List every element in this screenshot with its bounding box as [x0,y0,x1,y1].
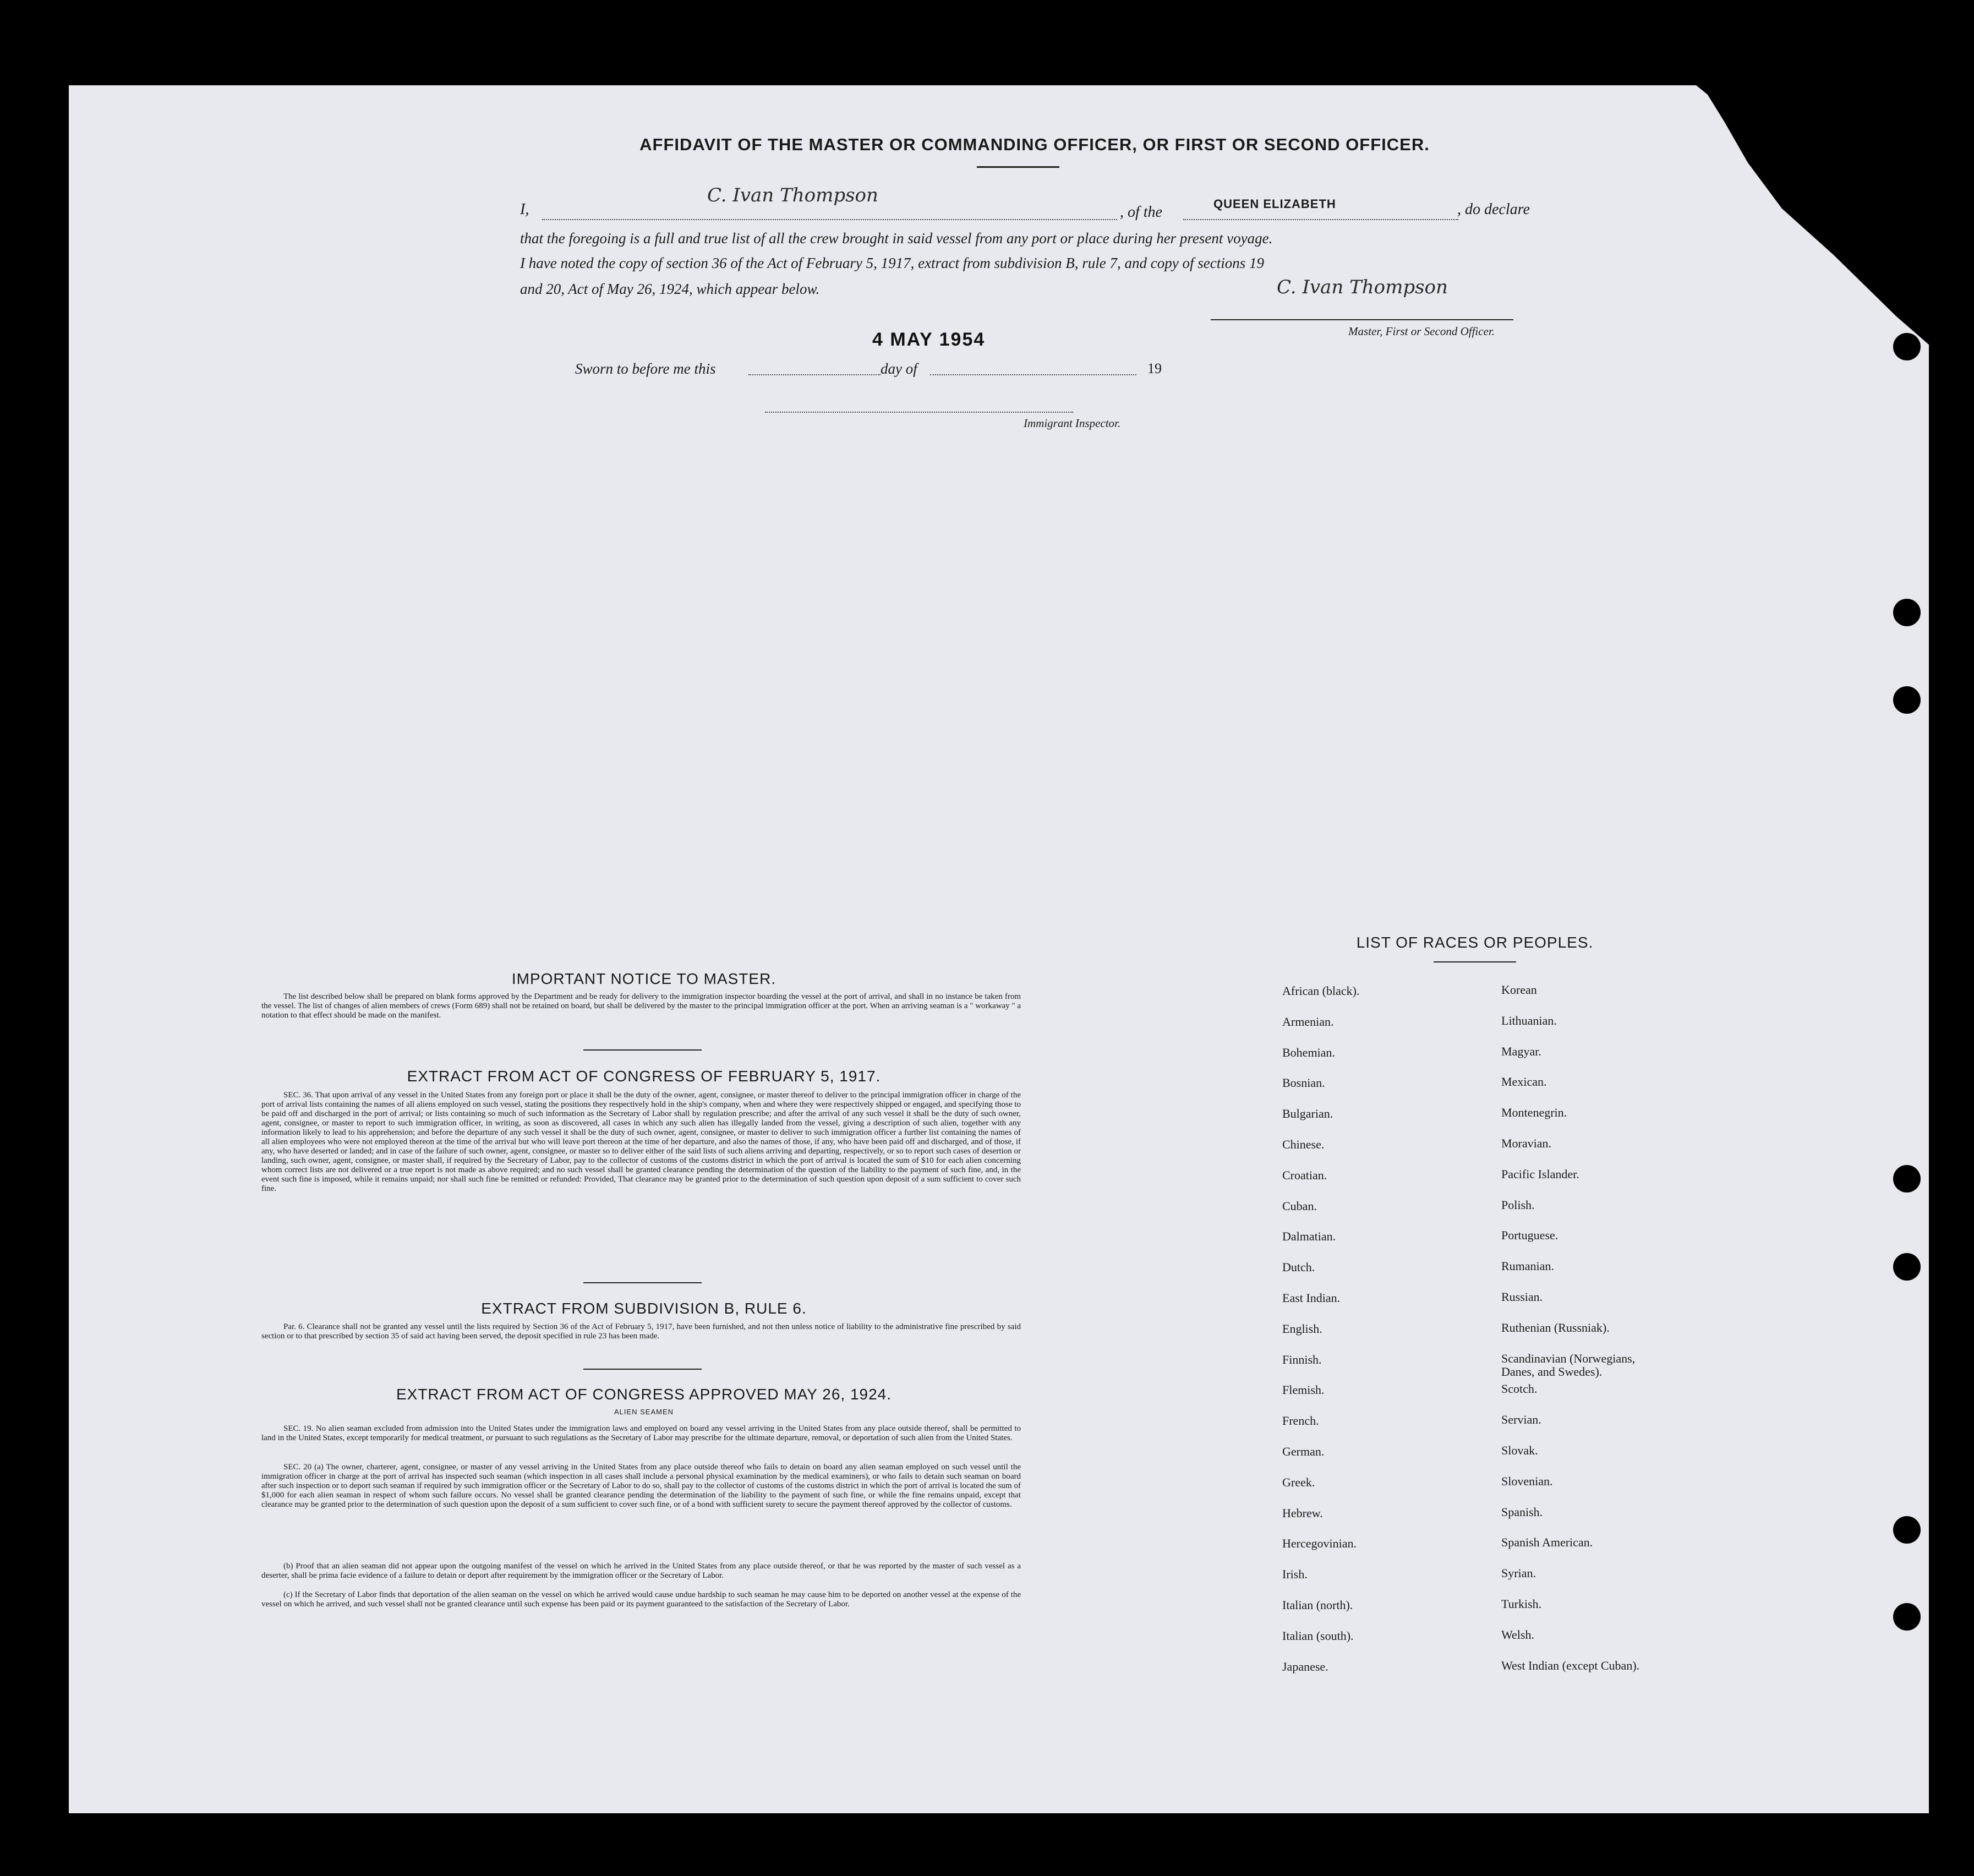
sworn-month-line [930,374,1136,375]
notice-body: The list described below shall be prepared on blank forms approved by the Department and be ready for delivery to the immigration inspector boarding the vessel at the port of arrival, and shall in no instance be taken from the vessel. The list of changes of alien members of crews (Form 689) shall not be retained on board, but shall be delivered by the master to the principal immigration officer at the port. When an arriving seaman is a " workaway " a notation to that effect should be made on the manifest. [261,992,1021,1020]
punch-hole [1893,333,1921,360]
race-item: Moravian. [1501,1136,1552,1150]
race-item: Bohemian. [1282,1045,1335,1059]
vessel-line [1183,219,1458,220]
race-item: Lithuanian. [1501,1013,1557,1027]
race-item: Dalmatian. [1282,1229,1336,1244]
affidavit-line-2: that the foregoing is a full and true list of all the crew brought in said vessel from any port or place during her present voyage. [520,230,1273,247]
punch-hole [1893,686,1921,714]
extract-1924-subtitle: ALIEN SEAMEN [614,1408,674,1416]
race-item: Slovenian. [1501,1474,1553,1488]
race-item: Montenegrin. [1501,1106,1567,1120]
race-item: Finnish. [1282,1352,1322,1366]
race-item: Russian. [1501,1290,1543,1304]
date-stamp: 4 MAY 1954 [872,329,986,350]
punch-hole [1893,1253,1921,1281]
race-item: Flemish. [1282,1383,1325,1397]
title-underline [977,166,1059,168]
races-title: LIST OF RACES OR PEOPLES. [1356,934,1594,951]
i-prefix: I, [520,201,529,218]
punch-hole [1893,1165,1921,1193]
master-signature: C. Ivan Thompson [1277,276,1448,298]
race-item: Bosnian. [1282,1076,1325,1090]
sworn-day-line [748,374,881,375]
race-item: Greek. [1282,1475,1315,1489]
name-line [542,219,1117,220]
separator [583,1049,702,1051]
race-item: English. [1282,1321,1322,1336]
section-20b-body: (b) Proof that an alien seaman did not appear upon the outgoing manifest of the vessel on which he arrived in the United States from any place outside thereof, or that he was reported by the master of such vessel as a deserter, shall be prima facie evidence of a failure to detain or deport after requirement by the immigration officer or the Secretary of Labor. [261,1562,1021,1580]
officer-signature-name: C. Ivan Thompson [707,184,878,206]
race-item: Dutch. [1282,1260,1315,1275]
year-prefix: 19 [1147,360,1162,376]
inspector-line [765,412,1073,413]
race-item: Hebrew. [1282,1506,1323,1520]
race-item: Hercegovinian. [1282,1536,1357,1551]
affidavit-title: AFFIDAVIT OF THE MASTER OR COMMANDING OFFICER, OR FIRST OR SECOND OFFICER. [639,135,1430,154]
inspector-caption: Immigrant Inspector. [1024,417,1121,430]
race-item: East Indian. [1282,1291,1341,1305]
master-caption: Master, First or Second Officer. [1348,325,1495,338]
race-item: West Indian (except Cuban). [1501,1658,1640,1672]
of-the-text: , of the [1120,204,1162,221]
race-item: Turkish. [1501,1597,1542,1611]
section-20c-body: (c) If the Secretary of Labor finds that deportation of the alien seaman on the vessel on which he arrived would cause undue hardship to such seaman he may cause him to be deported on another vessel at the expense of the vessel on which he arrived, and such vessel shall not be granted clearance until such expense has been paid or its payment guaranteed to the satisfaction of the Secretary of Labor. [261,1590,1021,1609]
race-item: Scotch. [1501,1382,1538,1396]
race-item-continuation: Danes, and Swedes). [1501,1365,1603,1379]
race-item: Slovak. [1501,1443,1538,1457]
race-item: Korean [1501,983,1537,997]
race-item: Bulgarian. [1282,1107,1333,1121]
race-item: Magyar. [1501,1044,1541,1058]
notice-title: IMPORTANT NOTICE TO MASTER. [511,970,777,987]
race-item: German. [1282,1445,1325,1458]
extract-1917-body: SEC. 36. That upon arrival of any vessel in the United States from any foreign port or place it shall be the duty of the owner, agent, consignee, or master thereof to deliver to the principal immigration officer in charge of the port of arrival lists containing the names of all aliens employed on such vessel, stating the positions they respectively hold in the ship's company, when and where they were respectively shipped or engaged, and specifying those to be paid off and discharged in the port of arrival; or lists containing so much of such information as the Secretary of Labor shall by regulation prescribe; and after the arrival of any such vessel it shall be the duty of such owner, agent, consignee, or master to report to such immigration officer, in writing, as soon as discovered, all cases in which any such alien has illegally landed from the vessel, giving a description of such alien, together with any information likely to lead to his apprehension; and before the departure of any such vessel it shall be the duty of such owner, agent, consignee, or master to deliver to such immigration officer a further list containing the names of all alien employees who were not employed thereon at the time of the arrival but who will leave port thereon at the time of her departure, and also the names of those, if any, who have been paid off and discharged, and of those, if any, who have deserted or landed; and in case of the failure of such owner, agent, consignee, or master so to deliver either of the said lists of such aliens arriving and departing, respectively, or so to report such cases of desertion or landing, such owner, agent, consignee, or master shall, if required by the Secretary of Labor, pay to the collector of customs of the customs district in which the port of arrival is located the sum of $10 for each alien concerning whom correct lists are not delivered or a true report is not made as above required; and no such vessel shall be granted clearance pending the determination of the question of the liability to the payment of such fine, and, in the event such fine is imposed, while it remains unpaid; nor shall such fine be remitted or refunded: Provided, That clearance may be granted prior to the determination of such question upon deposit of a sum sufficient to cover such fine. [261,1091,1021,1193]
race-item: Japanese. [1282,1659,1328,1673]
race-item: Mexican. [1501,1075,1547,1089]
race-item: Chinese. [1282,1137,1325,1151]
race-item: Croatian. [1282,1168,1327,1182]
section-19-body: SEC. 19. No alien seaman excluded from admission into the United States under the immigration laws and employed on board any vessel arriving in the United States from any place outside thereof, shall be permitted to land in the United States, except temporarily for medical treatment, or pursuant to such regulations as the Secretary of Labor may prescribe for the ultimate departure, removal, or deportation of such alien from the United States. [261,1424,1021,1442]
race-item: Spanish American. [1501,1535,1593,1550]
affidavit-line-4: and 20, Act of May 26, 1924, which appear below. [520,281,820,297]
race-item: Cuban. [1282,1199,1317,1213]
master-signature-line [1211,319,1513,320]
sworn-text: Sworn to before me this [575,360,716,377]
section-20a-body: SEC. 20 (a) The owner, charterer, agent, consignee, or master of any vessel arriving in the United States from any place outside thereof who fails to detain on board any alien seaman employed on such vessel until the immigration officer in charge at the port of arrival has inspected such seaman (which inspection in all cases shall include a personal physical examination by the medical examiners), or who fails to detain such seaman on board after such inspection or to deport such seaman if required by such immigration officer or the Secretary of Labor to do so, shall pay to the collector of customs of the customs district in which the port of arrival is located the sum of $1,000 for each alien seaman in respect of whom such failure occurs. No vessel shall be granted clearance pending the determination of the liability to the payment of such fine, or while the fine remains unpaid, except that clearance may be granted prior to the determination of such question upon the deposit of a sum sufficient to cover such fine, or of a bond with sufficient surety to secure the payment thereof approved by the collector of customs. [261,1463,1021,1509]
race-item: Portuguese. [1501,1228,1559,1243]
race-item: Armenian. [1282,1014,1334,1029]
race-item: Spanish. [1501,1505,1543,1519]
extract-1924-title: EXTRACT FROM ACT OF CONGRESS APPROVED MAY 26, 1924. [396,1386,892,1403]
race-item: Rumanian. [1501,1259,1554,1273]
race-item: Scandinavian (Norwegians, [1501,1351,1636,1365]
document-page [69,85,1929,1813]
races-underline [1434,961,1516,962]
race-item: Welsh. [1501,1627,1534,1642]
day-of-text: day of [881,360,917,377]
punch-hole [1893,1603,1921,1631]
race-item: French. [1282,1414,1319,1428]
race-item: Polish. [1501,1197,1535,1212]
separator [583,1282,702,1283]
race-item: Ruthenian (Russniak). [1501,1320,1610,1334]
race-item: African (black). [1282,984,1360,998]
punch-hole [1893,599,1921,626]
race-item: Servian. [1501,1413,1541,1427]
subdivision-b-body: Par. 6. Clearance shall not be granted any vessel until the lists required by Section 36 of the Act of February 5, 1917, have been furnished, and not then unless notice of liability to the administrative fine prescribed by said section or to that prescribed by section 35 of said act having been served, the deposit specified in rule 23 has been made. [261,1322,1021,1341]
race-item: Italian (north). [1282,1598,1353,1612]
race-item: Irish. [1282,1567,1308,1582]
affidavit-line-3: I have noted the copy of section 36 of the Act of February 5, 1917, extract from subdivision B, rule 7, and copy of sections 19 [520,255,1264,271]
race-item: Syrian. [1501,1566,1536,1580]
extract-1917-title: EXTRACT FROM ACT OF CONGRESS OF FEBRUARY 5, 1917. [407,1068,881,1085]
race-item: Pacific Islander. [1501,1167,1579,1181]
race-item: Italian (south). [1282,1628,1354,1643]
punch-hole [1893,1516,1921,1544]
vessel-name: QUEEN ELIZABETH [1213,197,1336,211]
separator [583,1369,702,1370]
do-declare-text: , do declare [1457,201,1530,218]
subdivision-b-title: EXTRACT FROM SUBDIVISION B, RULE 6. [481,1300,807,1317]
